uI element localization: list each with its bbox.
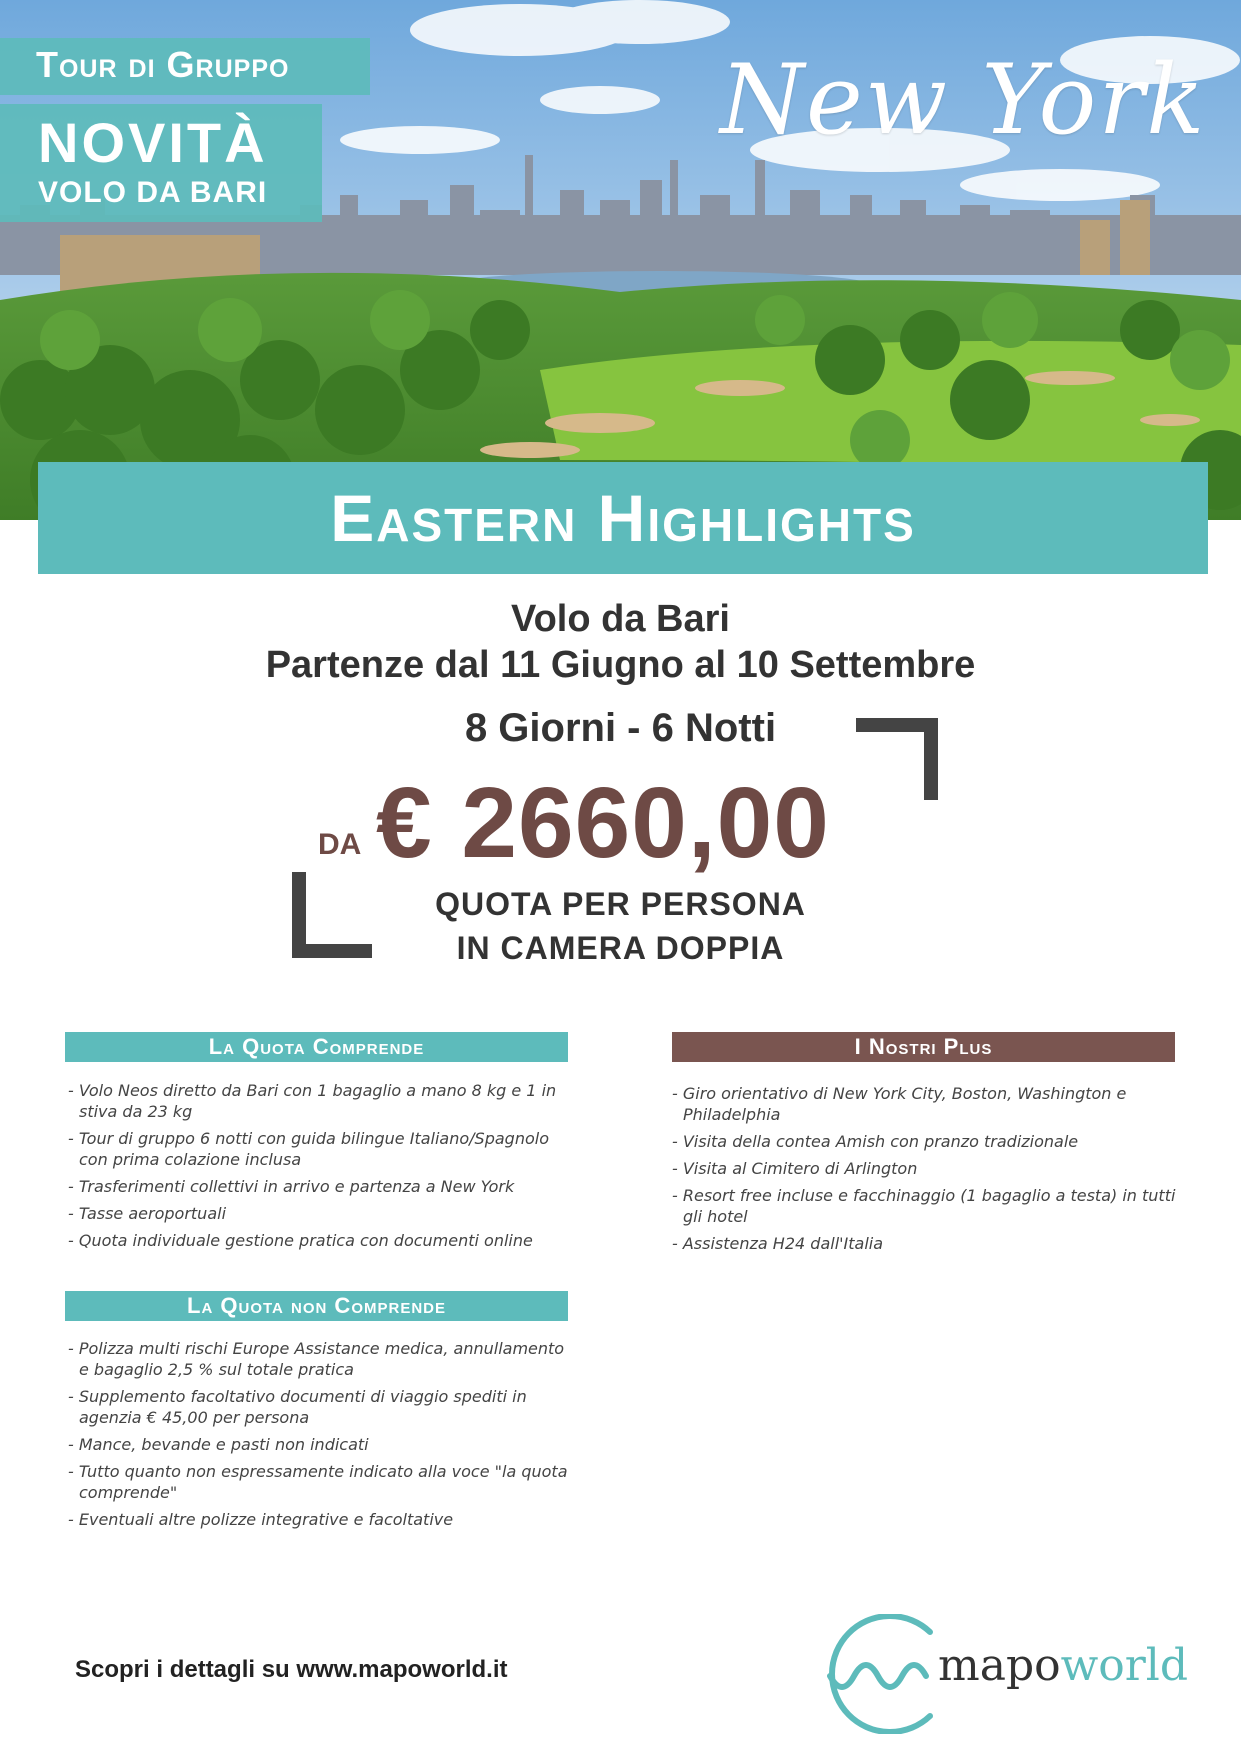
price-note-line1: QUOTA PER PERSONA (435, 886, 806, 922)
list-item: - Tutto quanto non espressamente indicato alla voce "la quota comprende" (68, 1462, 568, 1502)
list-item: - Tour di gruppo 6 notti con guida bilingue Italiano/Spagnolo con prima colazione inclusa (68, 1129, 549, 1169)
news-badge-title: NOVITÀ (38, 111, 268, 174)
includes-header: La Quota Comprende (65, 1032, 568, 1062)
list-item: - Tasse aeroportuali (68, 1204, 227, 1223)
news-badge-subtitle: VOLO DA BARI (38, 176, 268, 209)
tour-title: Eastern Highlights (38, 462, 1208, 574)
list-item: - Volo Neos diretto da Bari con 1 bagaglio a mano 8 kg e 1 in stiva da 23 kg (68, 1081, 557, 1121)
logo-text-part2: world (1060, 1640, 1189, 1691)
list-item: - Visita della contea Amish con pranzo tradizionale (672, 1132, 1079, 1151)
plus-header: I Nostri Plus (672, 1032, 1175, 1062)
includes-list (68, 1080, 568, 1257)
tour-type-badge (0, 38, 370, 95)
list-item: - Visita al Cimitero di Arlington (672, 1159, 918, 1178)
footer-website-link[interactable]: Scopri i dettagli su www.mapoworld.it (75, 1656, 508, 1683)
tour-type-text: Tour di Gruppo (36, 44, 290, 85)
corner-bracket-top-right-v (924, 718, 938, 800)
list-item: - Polizza multi rischi Europe Assistance medica, annullamento e bagaglio 2,5 % sul totale pratica (68, 1339, 565, 1379)
departure-city: Volo da Bari (511, 598, 730, 640)
departure-dates: Partenze dal 11 Giugno al 10 Settembre (265, 644, 976, 686)
destination-script-title: New York (720, 44, 1207, 156)
list-item: - Supplemento facoltativo documenti di viaggio spediti in agenzia € 45,00 per persona (68, 1387, 527, 1427)
plus-list (672, 1083, 1177, 1260)
excludes-header: La Quota non Comprende (65, 1291, 568, 1321)
price-note-line2: IN CAMERA DOPPIA (456, 930, 785, 966)
list-item: - Trasferimenti collettivi in arrivo e partenza a New York (68, 1177, 515, 1196)
list-item: - Resort free incluse e facchinaggio (1 bagaglio a testa) in tutti gli hotel (672, 1186, 1176, 1226)
logo-text-part1: mapo (938, 1640, 1061, 1691)
list-item: - Assistenza H24 dall'Italia (672, 1234, 884, 1253)
price-prefix: DA (318, 828, 362, 861)
tour-duration: 8 Giorni - 6 Notti (464, 706, 777, 750)
news-badge (0, 104, 322, 222)
list-item: - Eventuali altre polizze integrative e facoltative (68, 1510, 454, 1529)
price-value: € 2660,00 (376, 767, 830, 879)
mapoworld-logo-text (938, 1640, 1188, 1691)
list-item: - Giro orientativo di New York City, Boston, Washington e Philadelphia (672, 1084, 1127, 1124)
list-item: - Quota individuale gestione pratica con documenti online (68, 1231, 533, 1250)
list-item: - Mance, bevande e pasti non indicati (68, 1435, 369, 1454)
excludes-list (68, 1338, 568, 1536)
